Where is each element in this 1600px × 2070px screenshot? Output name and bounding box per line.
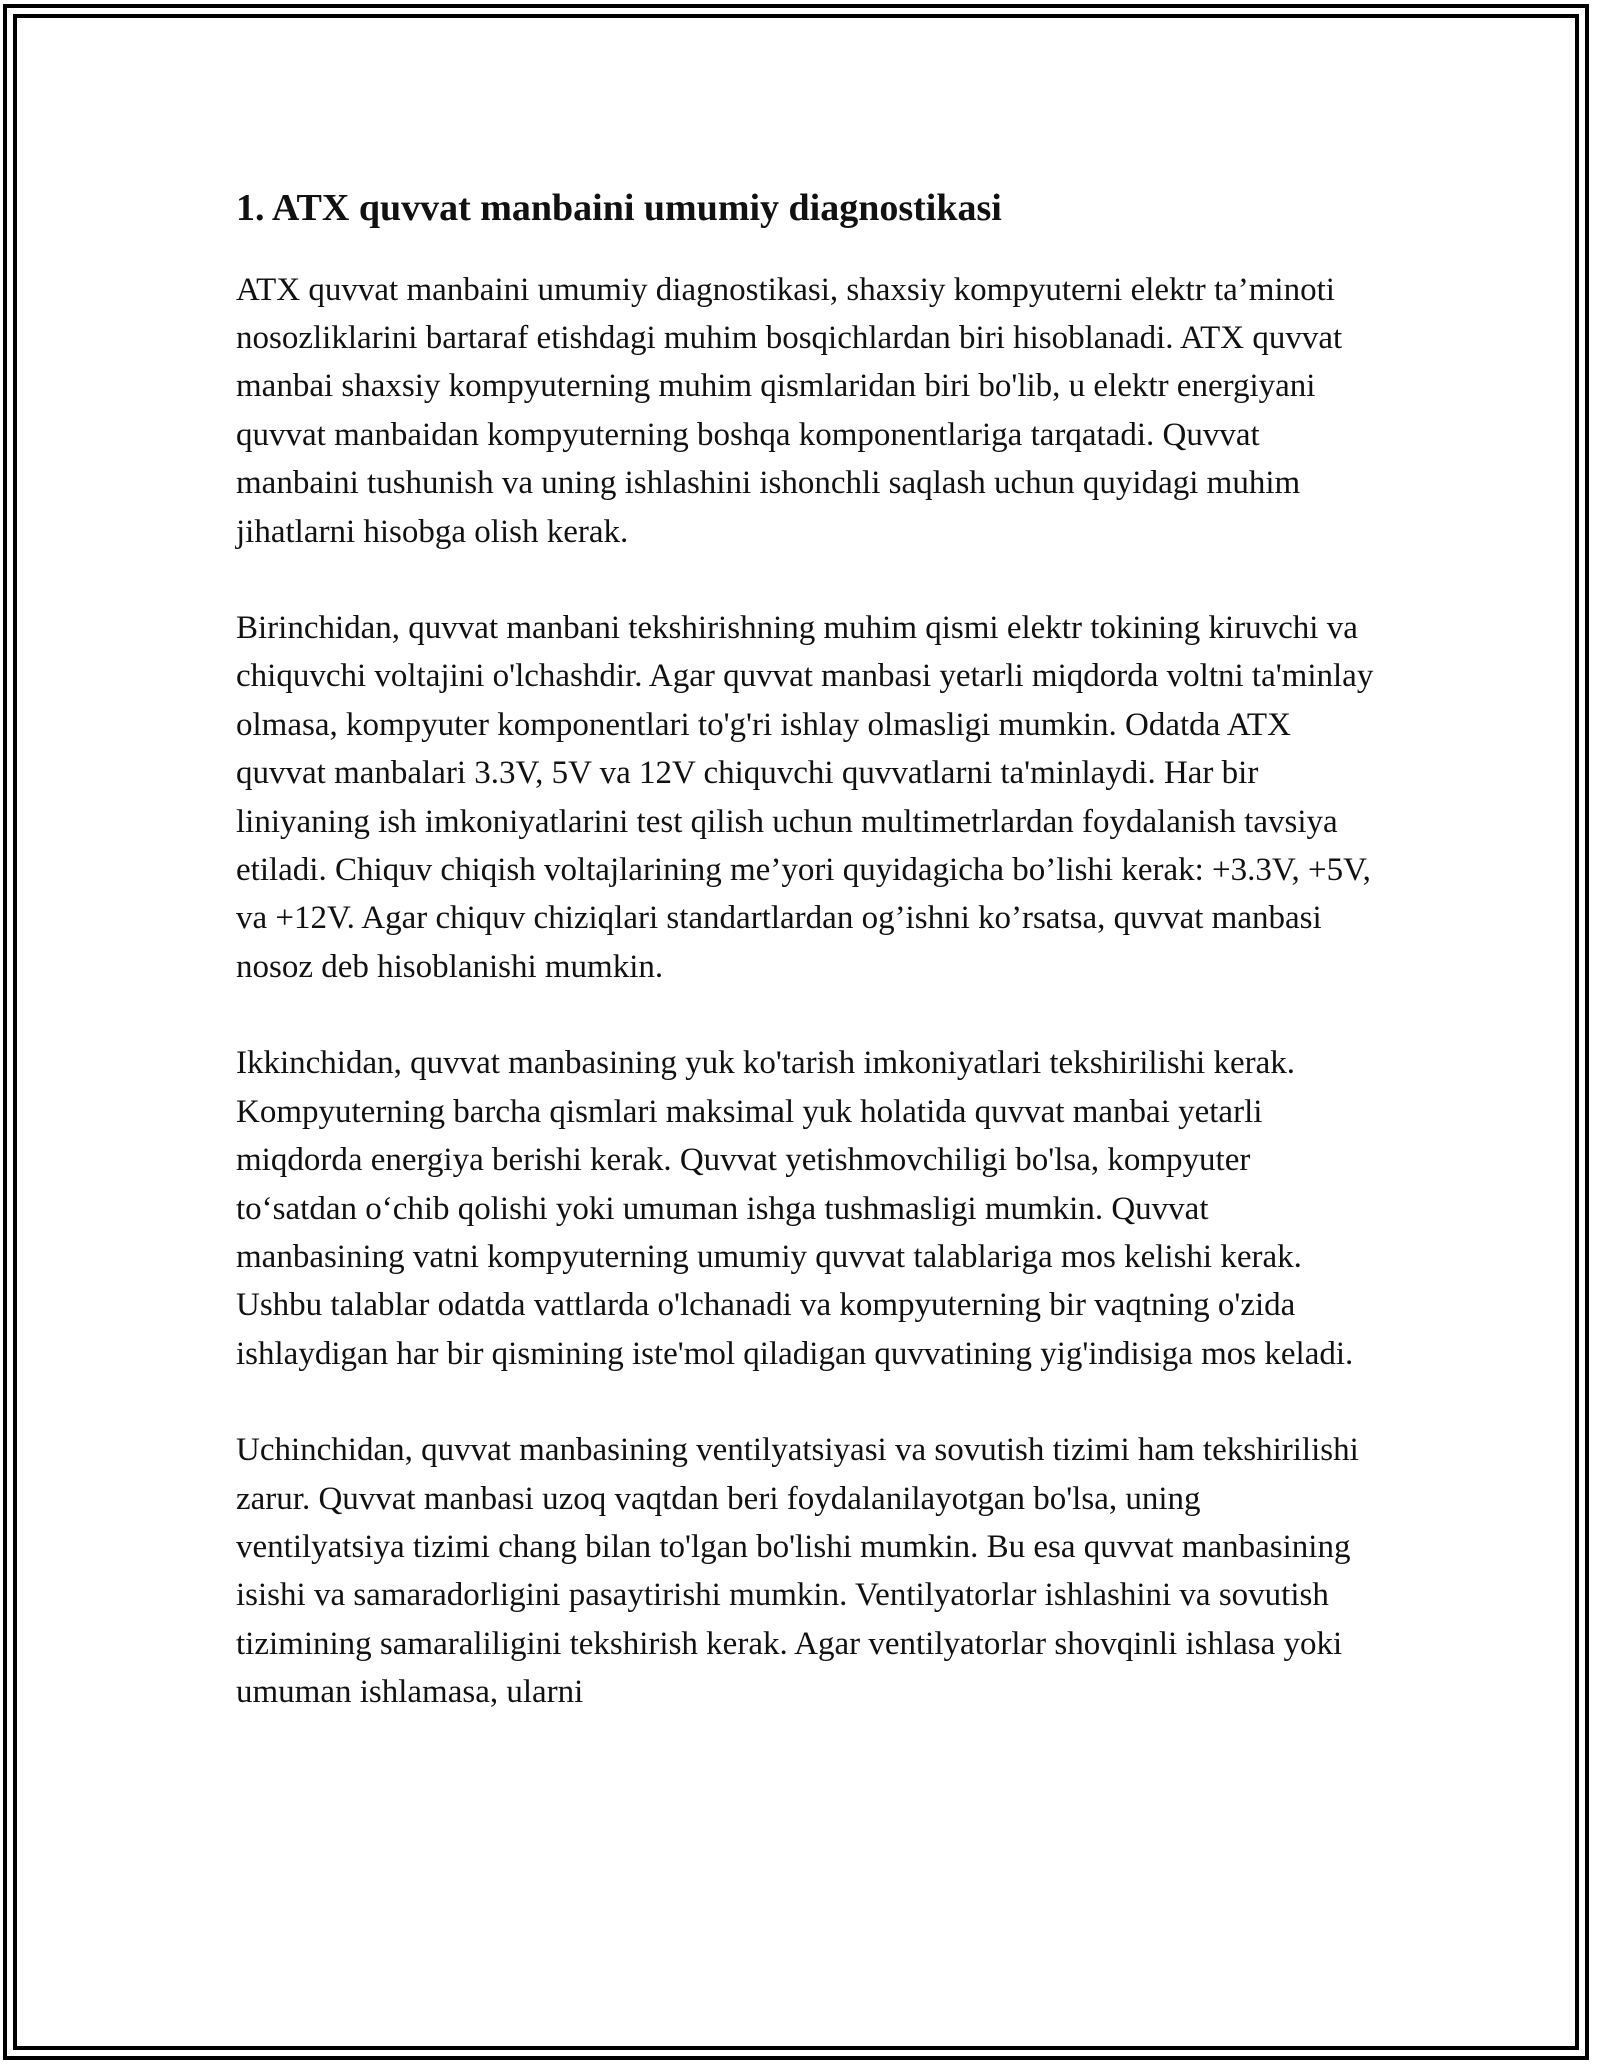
paragraph-first-point: Birinchidan, quvvat manbani tekshirishning muhim qismi elektr tokining kiruvchi va chiquvchi voltajini o'lchashdir. Agar quvvat manbasi yetarli miqdorda voltni ta'minlay olmasa, kompyuter komponentlari to'g'ri ishlay olmasligi mumkin. Odatda ATX quvvat manbalari 3.3V, 5V va 12V chiquvchi quvvatlarni ta'minlaydi. Har bir liniyaning ish imkoniyatlarini test qilish uchun multimetrlardan foydalanish tavsiya etiladi. Chiquv chiqish voltajlarining me’yori quyidagicha bo’lishi kerak: +3.3V, +5V, va +12V. Agar chiquv chiziqlari standartlardan og’ishni ko’rsatsa, quvvat manbasi nosoz deb hisoblanishi mumkin. (236, 610, 1374, 985)
paragraph-intro: ATX quvvat manbaini umumiy diagnostikasi, shaxsiy kompyuterni elektr ta’minoti nosozliklarini bartaraf etishdagi muhim bosqichlardan biri hisoblanadi. ATX quvvat manbai shaxsiy kompyuterning muhim qismlaridan biri bo'lib, u elektr energiyani quvvat manbaidan kompyuterning boshqa komponentlariga tarqatadi. Quvvat manbaini tushunish va uning ishlashini ishonchli saqlash uchun quyidagi muhim jihatlarni hisobga olish kerak. (236, 271, 1343, 550)
paragraph-third-point: Uchinchidan, quvvat manbasining ventilyatsiyasi va sovutish tizimi ham tekshirilishi zarur. Quvvat manbasi uzoq vaqtdan beri foydalanilayotgan bo'lsa, uning ventilyatsiya tizimi chang bilan to'lgan bo'lishi mumkin. Bu esa quvvat manbasining isishi va samaradorligini pasaytirishi mumkin. Ventilyatorlar ishlashini va sovutish tizimining samaraliligini tekshirish kerak. Agar ventilyatorlar shovqinli ishlasa yoki umuman ishlamasa, ularni (236, 1432, 1359, 1711)
document-body (236, 186, 1376, 1765)
paragraph-second-point: Ikkinchidan, quvvat manbasining yuk ko'tarish imkoniyatlari tekshirilishi kerak. Kompyuterning barcha qismlari maksimal yuk holatida quvvat manbai yetarli miqdorda energiya berishi kerak. Quvvat yetishmovchiligi bo'lsa, kompyuter to‘satdan o‘chib qolishi yoki umuman ishga tushmasligi mumkin. Quvvat manbasining vatni kompyuterning umumiy quvvat talablariga mos kelishi kerak. Ushbu talablar odatda vattlarda o'lchanadi va kompyuterning bir vaqtning o'zida ishlaydigan har bir qismining iste'mol qiladigan quvvatining yig'indisiga mos keladi. (236, 1045, 1354, 1372)
section-heading: 1. ATX quvvat manbaini umumiy diagnostikasi (236, 187, 1002, 229)
